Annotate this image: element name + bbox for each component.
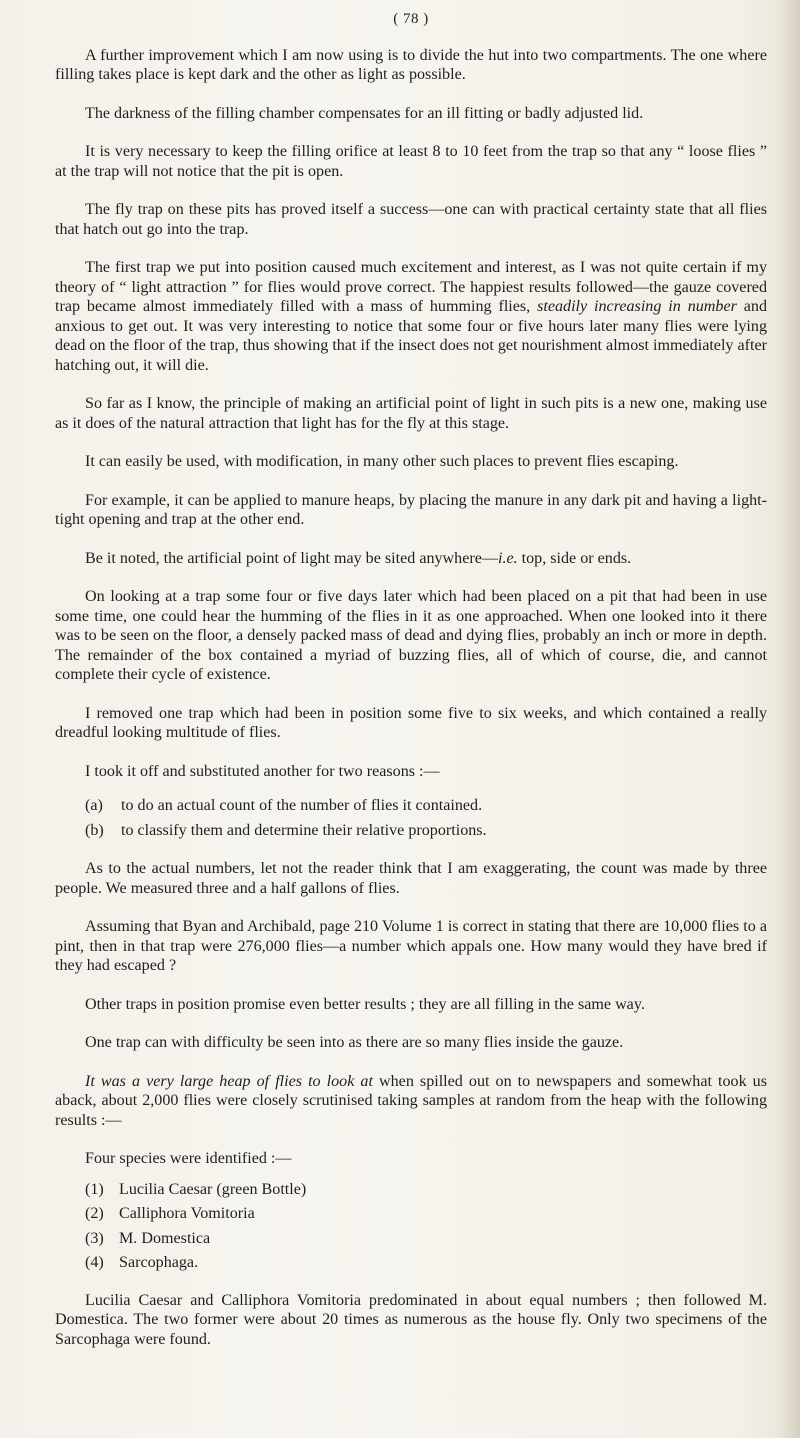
paragraph-17-part-b: when spilled out on to newspapers and somewhat took us aback, about 2,000 flies were closely scrutinised taking samples at random from the heap with the following results :—: [55, 1072, 767, 1129]
paragraph-9-part-b: top, side or ends.: [517, 549, 632, 567]
list-item-label: (2): [85, 1205, 104, 1222]
list-item-text: Sarcophaga.: [119, 1254, 199, 1271]
paragraph-9: [55, 549, 767, 569]
list-item: [85, 796, 767, 816]
paragraph-8: For example, it can be applied to manure heaps, by placing the manure in any dark pit and having a light-tight opening and trap at the other end.: [55, 491, 767, 528]
paragraph-2: The darkness of the filling chamber compensates for an ill fitting or badly adjusted lid.: [85, 104, 644, 122]
paragraph-1: A further improvement which I am now using is to divide the hut into two compartments. The one where filling takes place is kept dark and the other as light as possible.: [55, 46, 767, 83]
list-item-label: (1): [85, 1180, 104, 1198]
paragraph-3: It is very necessary to keep the filling orifice at least 8 to 10 feet from the trap so that any “ loose flies ” at the trap will not notice that the pit is open.: [55, 143, 767, 180]
page-content: [55, 10, 767, 1368]
paragraph-18: Four species were identified :—: [85, 1150, 292, 1167]
paragraph-9-italic: i.e.: [497, 549, 518, 567]
list-item-text: M. Domestica: [119, 1229, 211, 1247]
paragraph-7: It can easily be used, with modification, in many other such places to prevent flies escaping.: [85, 453, 679, 470]
list-item: [85, 1204, 767, 1224]
paragraph-13: As to the actual numbers, let not the reader think that I am exaggerating, the count was made by three people. We measured three and a half gallons of flies.: [55, 860, 767, 897]
list-item-text: to classify them and determine their relative proportions.: [121, 821, 487, 839]
paragraph-5-part-a: The first trap we put into position caused much excitement and interest, as I was not quite certain if my theory of “ light attraction ” for flies would prove correct. The happiest results followed—the gauze covered trap became almost immediately filled with a mass of humming flies,: [55, 259, 767, 315]
list-item-text: Lucilia Caesar (green Bottle): [119, 1180, 307, 1198]
paragraph-5-part-b: and anxious to get out. It was very interesting to notice that some four or five hours later many flies were lying dead on the floor of the trap, thus showing that if the insect does not get nourishment almost immediately after hatching out, it will die.: [55, 298, 768, 374]
list-item-label: (b): [85, 821, 104, 839]
page-edge-shadow: [778, 0, 800, 1438]
paragraph-4: The fly trap on these pits has proved itself a success—one can with practical certainty state that all flies that hatch out go into the trap.: [55, 201, 767, 238]
list-item: [85, 1229, 767, 1249]
species-list: [55, 1180, 767, 1273]
list-item: [85, 1253, 767, 1273]
list-item-label: (a): [85, 797, 103, 814]
paragraph-5: [55, 258, 767, 375]
paragraph-14: Assuming that Byan and Archibald, page 210 Volume 1 is correct in stating that there are 10,000 flies to a pint, then in that trap were 276,000 flies—a number which appals one. How many would they have bred if they had escaped ?: [55, 918, 767, 974]
list-item-text: Calliphora Vomitoria: [119, 1205, 255, 1222]
paragraph-5-italic: steadily increasing in number: [537, 298, 737, 315]
list-item-label: (4): [85, 1254, 104, 1271]
list-item-label: (3): [85, 1229, 104, 1247]
list-item: [85, 1180, 767, 1200]
paragraph-9-part-a: Be it noted, the artificial point of light may be sited anywhere—: [85, 549, 498, 567]
paragraph-6: So far as I know, the principle of making an artificial point of light in such pits is a new one, making use as it does of the natural attraction that light has for the fly at this stage.: [55, 395, 767, 432]
paragraph-11: I removed one trap which had been in position some five to six weeks, and which contained a really dreadful looking multitude of flies.: [55, 704, 767, 741]
list-item-text: to do an actual count of the number of flies it contained.: [121, 797, 483, 814]
reasons-list: [55, 796, 767, 840]
paragraph-10: On looking at a trap some four or five days later which had been placed on a pit that had been in use some time, one could hear the humming of the flies in it as one approached. When one looked into it there was to be seen on the floor, a densely packed mass of dead and dying flies, probably an inch or more in depth. The remainder of the box contained a myriad of buzzing flies, all of which of course, die, and cannot complete their cycle of existence.: [55, 588, 767, 683]
list-item: [85, 821, 767, 841]
paragraph-12: I took it off and substituted another for two reasons :—: [85, 762, 440, 780]
paragraph-19: Lucilia Caesar and Calliphora Vomitoria predominated in about equal numbers ; then followed M. Domestica. The two former were about 20 times as numerous as the house fly. Only two specimens of the Sarcophaga were found.: [55, 1291, 767, 1348]
paragraph-17: [55, 1072, 767, 1131]
page-number: ( 78 ): [393, 11, 429, 27]
paragraph-17-italic: It was a very large heap of flies to look at: [85, 1072, 373, 1090]
paragraph-16: One trap can with difficulty be seen into as there are so many flies inside the gauze.: [85, 1034, 624, 1051]
paragraph-15: Other traps in position promise even better results ; they are all filling in the same way.: [85, 995, 645, 1013]
